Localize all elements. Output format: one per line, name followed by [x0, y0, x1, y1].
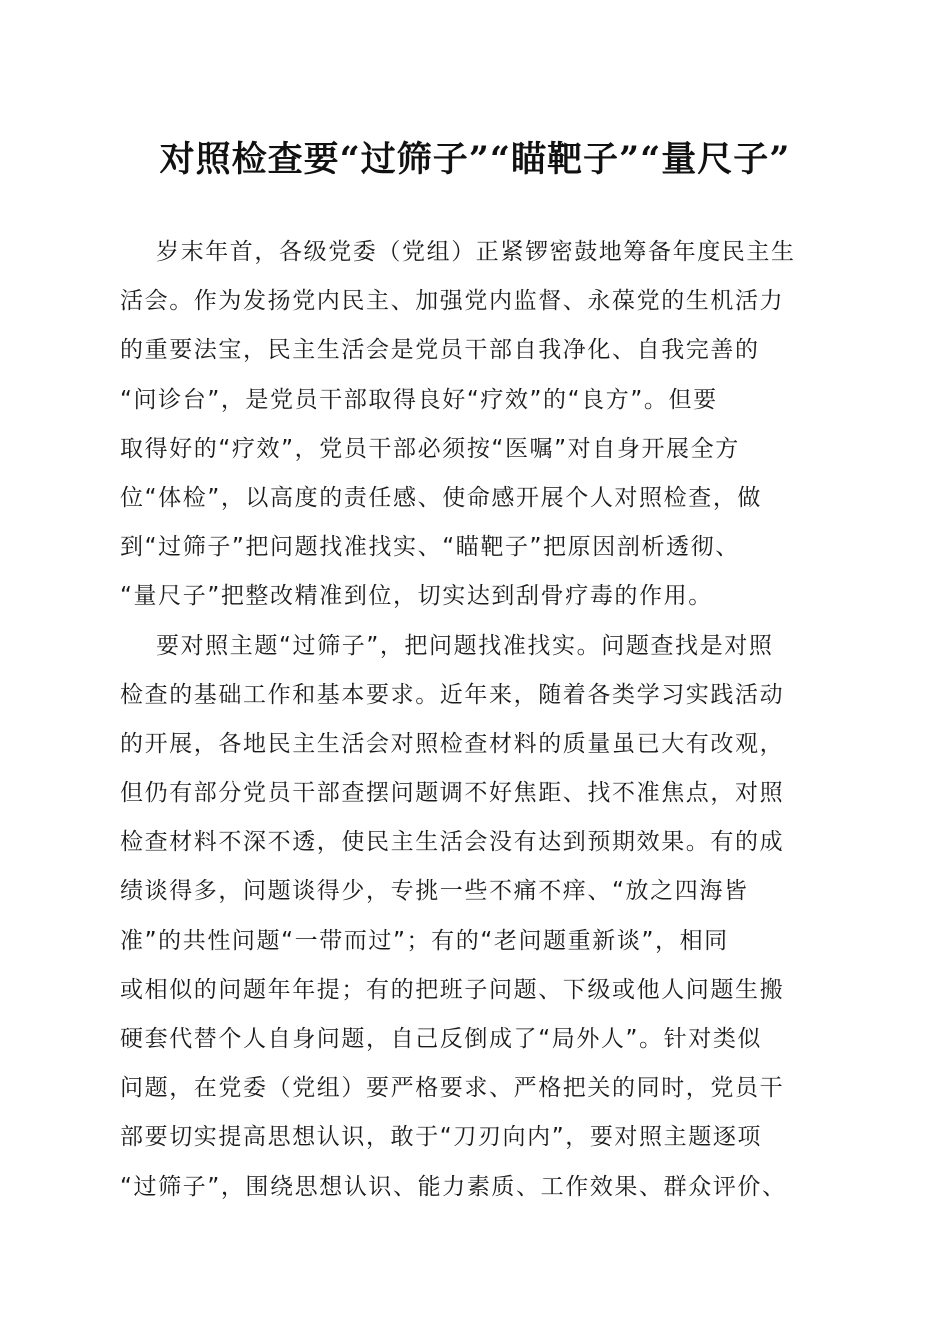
paragraph-line: 的开展，各地民主生活会对照检查材料的质量虽已大有改观， — [120, 730, 785, 757]
paragraph-line: 或相似的问题年年提；有的把班子问题、下级或他人问题生搬 — [120, 976, 785, 1003]
paragraph-line: 岁末年首，各级党委（党组）正紧锣密鼓地筹备年度民主生 — [156, 239, 796, 265]
paragraph-line: 检查的基础工作和基本要求。近年来，随着各类学习实践活动 — [120, 681, 785, 708]
paragraph-line: 部要切实提高思想认识，敢于“刀刃向内”，要对照主题逐项 — [120, 1124, 763, 1151]
paragraph-line: “过筛子”，围绕思想认识、能力素质、工作效果、群众评价、 — [120, 1173, 787, 1200]
document-title: 对照检查要“过筛子”“瞄靶子”“量尺子” — [159, 139, 791, 180]
paragraph-line: 到“过筛子”把问题找准找实、“瞄靶子”把原因剖析透彻、 — [120, 534, 740, 561]
paragraph-line: 活会。作为发扬党内民主、加强党内监督、永葆党的生机活力 — [120, 288, 785, 315]
document-body — [120, 228, 822, 1212]
paragraph-line: 位“体检”，以高度的责任感、使命感开展个人对照检查，做 — [120, 484, 763, 511]
paragraph-line: 的重要法宝，民主生活会是党员干部自我净化、自我完善的 — [120, 337, 760, 364]
paragraph-line: 要对照主题“过筛子”，把问题找准找实。问题查找是对照 — [156, 632, 774, 659]
paragraph-line: “问诊台”，是党员干部取得良好“疗效”的“良方”。但要 — [120, 386, 718, 413]
paragraph-line: 取得好的“疗效”，党员干部必须按“医嘱”对自身开展全方 — [120, 435, 740, 462]
paragraph-line: 问题，在党委（党组）要严格要求、严格把关的同时，党员干 — [120, 1075, 785, 1102]
paragraph-line: “量尺子”把整改精准到位，切实达到刮骨疗毒的作用。 — [120, 583, 713, 610]
paragraph-line: 检查材料不深不透，使民主生活会没有达到预期效果。有的成 — [120, 829, 785, 856]
paragraph-line: 硬套代替个人自身问题，自己反倒成了“局外人”。针对类似 — [120, 1026, 763, 1052]
paragraph-line: 但仍有部分党员干部查摆问题调不好焦距、找不准焦点，对照 — [120, 780, 785, 807]
paragraph-line: 绩谈得多，问题谈得少，专挑一些不痛不痒、“放之四海皆 — [120, 878, 749, 905]
paragraph-line: 准”的共性问题“一带而过”；有的“老问题重新谈”，相同 — [120, 927, 729, 954]
